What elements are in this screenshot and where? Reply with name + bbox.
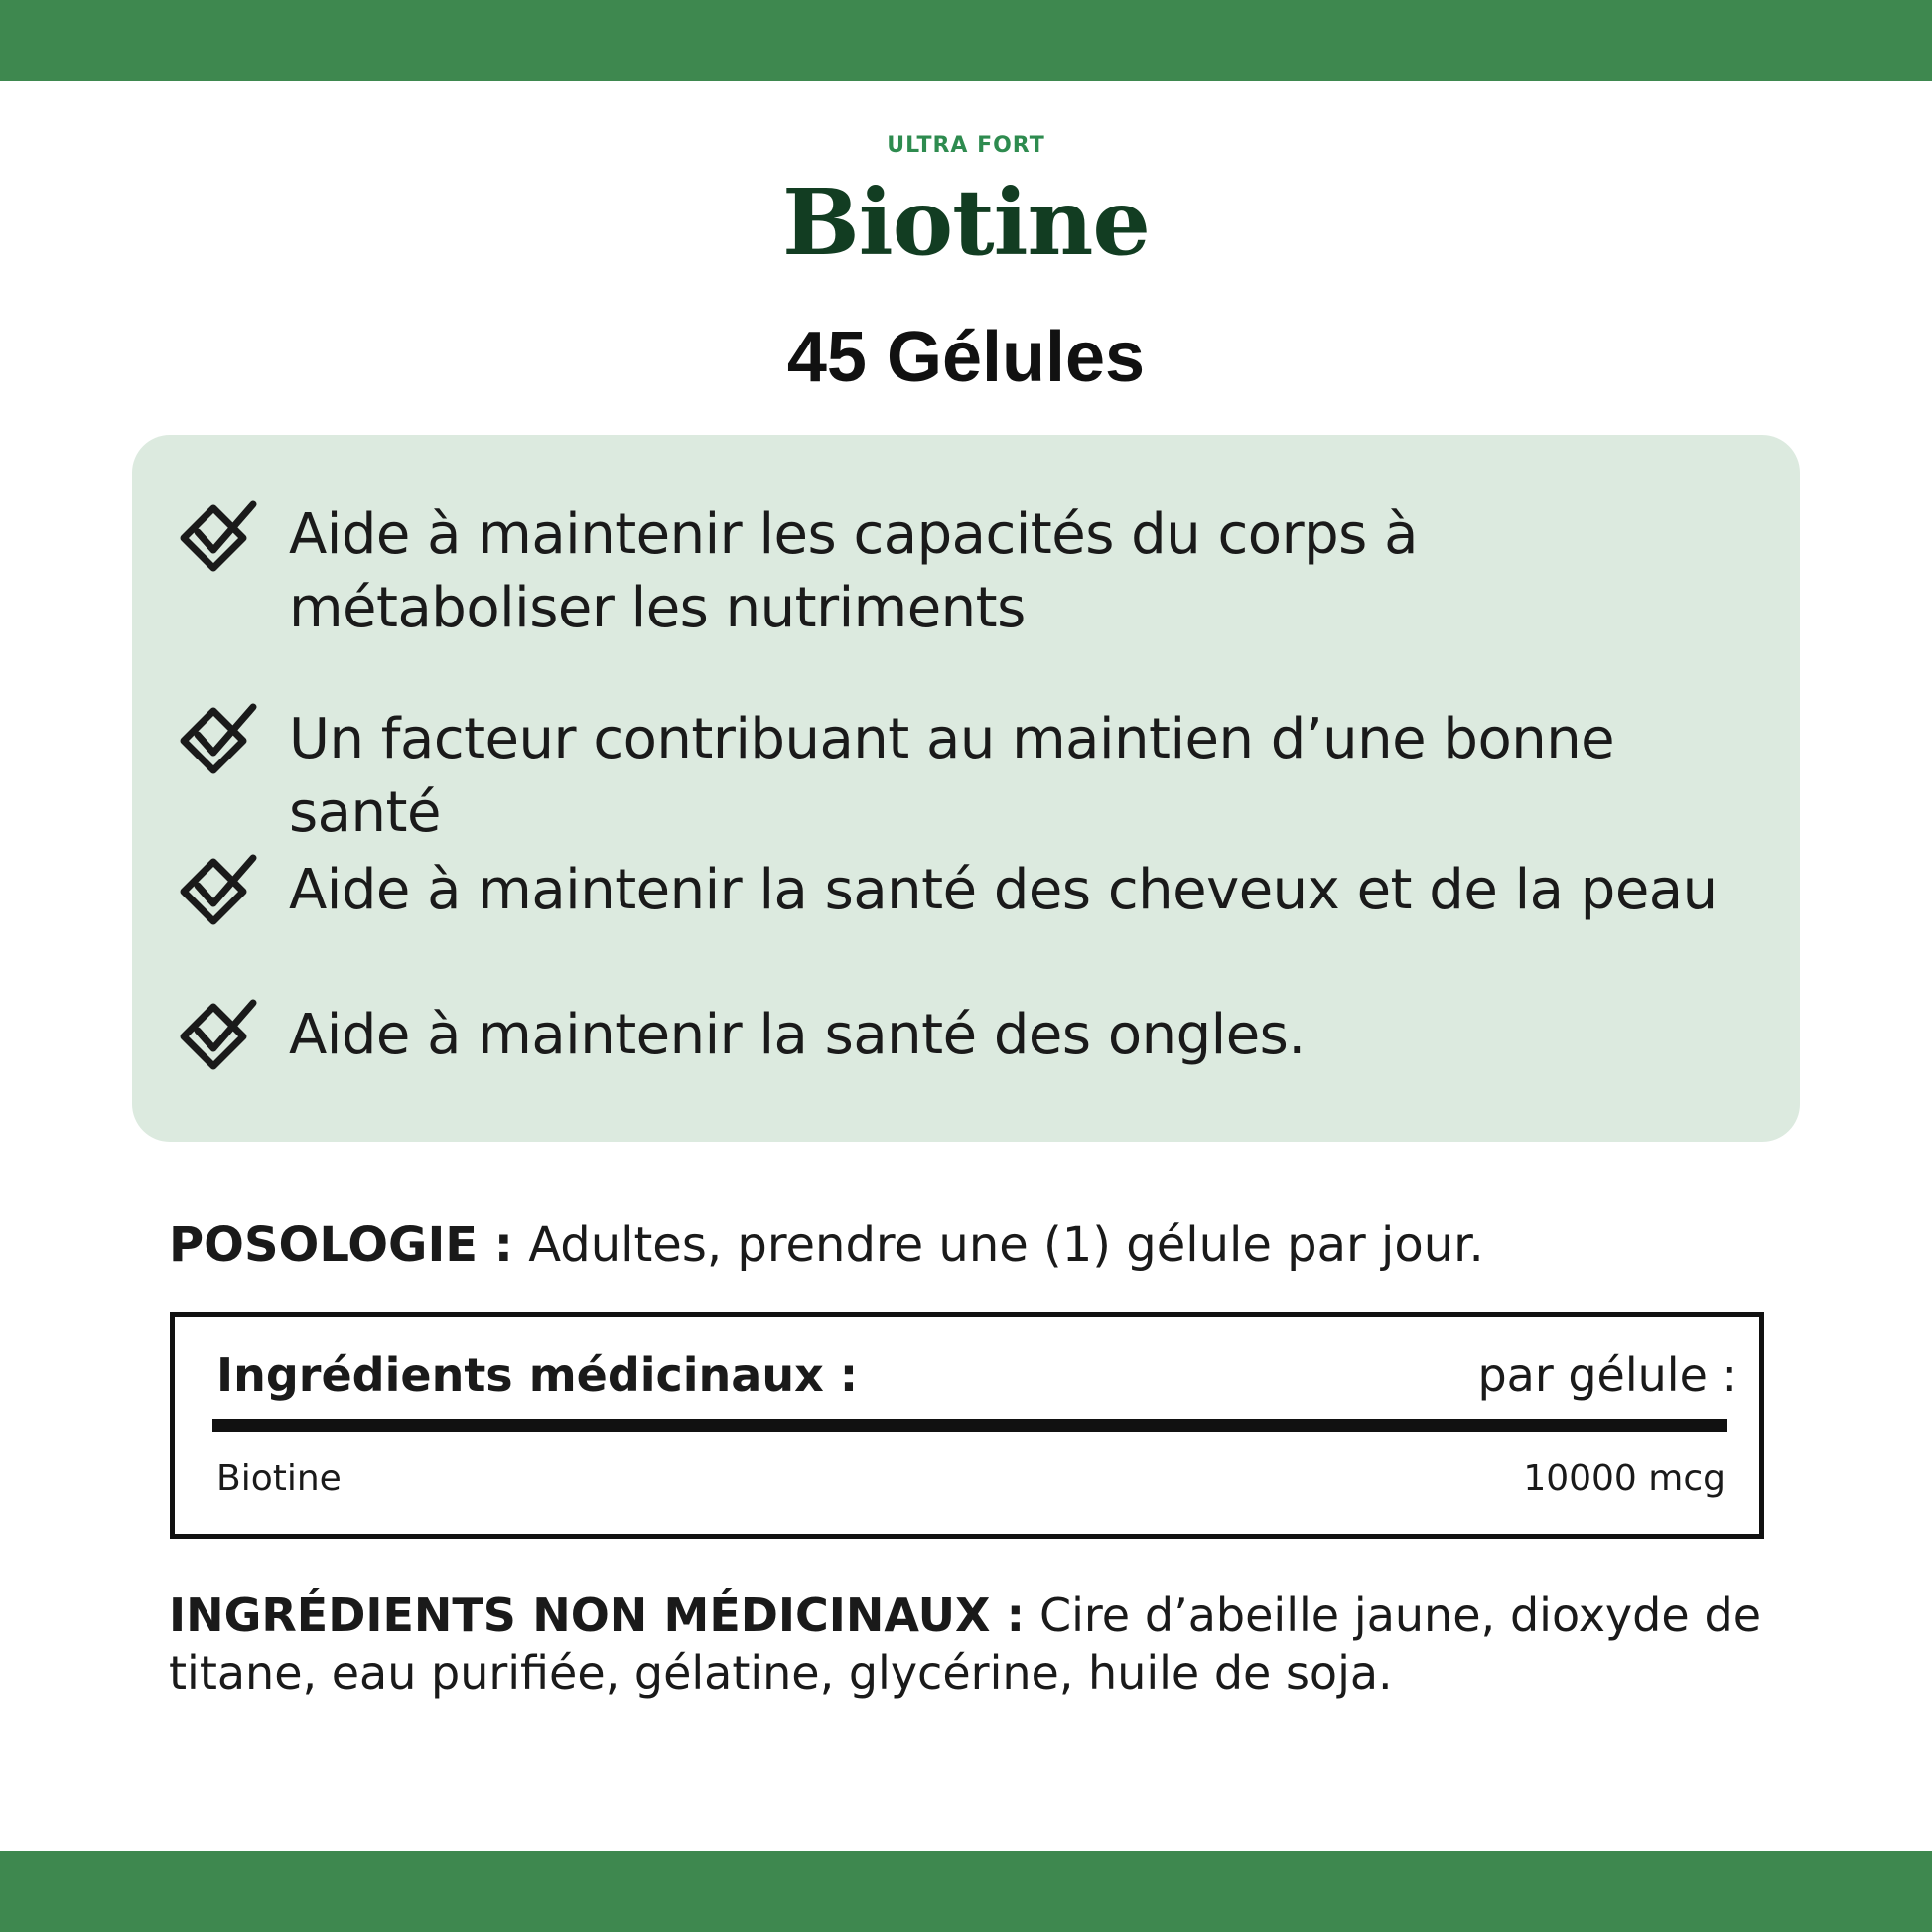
top-color-band (0, 0, 1932, 81)
table-divider (212, 1419, 1727, 1432)
product-title: Biotine (782, 169, 1150, 276)
table-header-ingredients: Ingrédients médicinaux : (216, 1348, 859, 1402)
check-box-icon (172, 997, 257, 1082)
medicinal-ingredients-table (170, 1312, 1764, 1539)
non-medicinal-label: INGRÉDIENTS NON MÉDICINAUX : (169, 1588, 1026, 1642)
dosage-text: Adultes, prendre une (1) gélule par jour. (528, 1217, 1484, 1273)
benefit-text: Aide à maintenir la santé des cheveux et de la peau (289, 858, 1718, 922)
benefits-panel (132, 435, 1800, 1142)
capsule-count: 45 Gélules (786, 318, 1146, 397)
benefit-text: Aide à maintenir la santé des ongles. (289, 1003, 1306, 1067)
benefit-text: Aide à maintenir les capacités du corps à métaboliser les nutriments (289, 502, 1418, 640)
ingredient-amount: 10000 mcg (1523, 1458, 1725, 1499)
check-box-icon (172, 852, 257, 937)
dosage-label: POSOLOGIE : (169, 1217, 513, 1273)
non-medicinal-text: Cire d’abeille jaune, dioxyde de titane, eau purifiée, gélatine, glycérine, huile de soja. (169, 1588, 1762, 1700)
product-eyebrow: ULTRA FORT (887, 133, 1045, 158)
benefit-text: Un facteur contribuant au maintien d’une bonne santé (289, 707, 1615, 845)
check-box-icon (172, 701, 257, 786)
check-box-icon (172, 498, 257, 584)
dosage-line (169, 1213, 1767, 1277)
non-medicinal-ingredients (169, 1587, 1761, 1702)
table-header-per-capsule: par gélule : (1477, 1348, 1737, 1402)
bottom-color-band (0, 1851, 1932, 1932)
ingredient-name: Biotine (216, 1458, 342, 1499)
